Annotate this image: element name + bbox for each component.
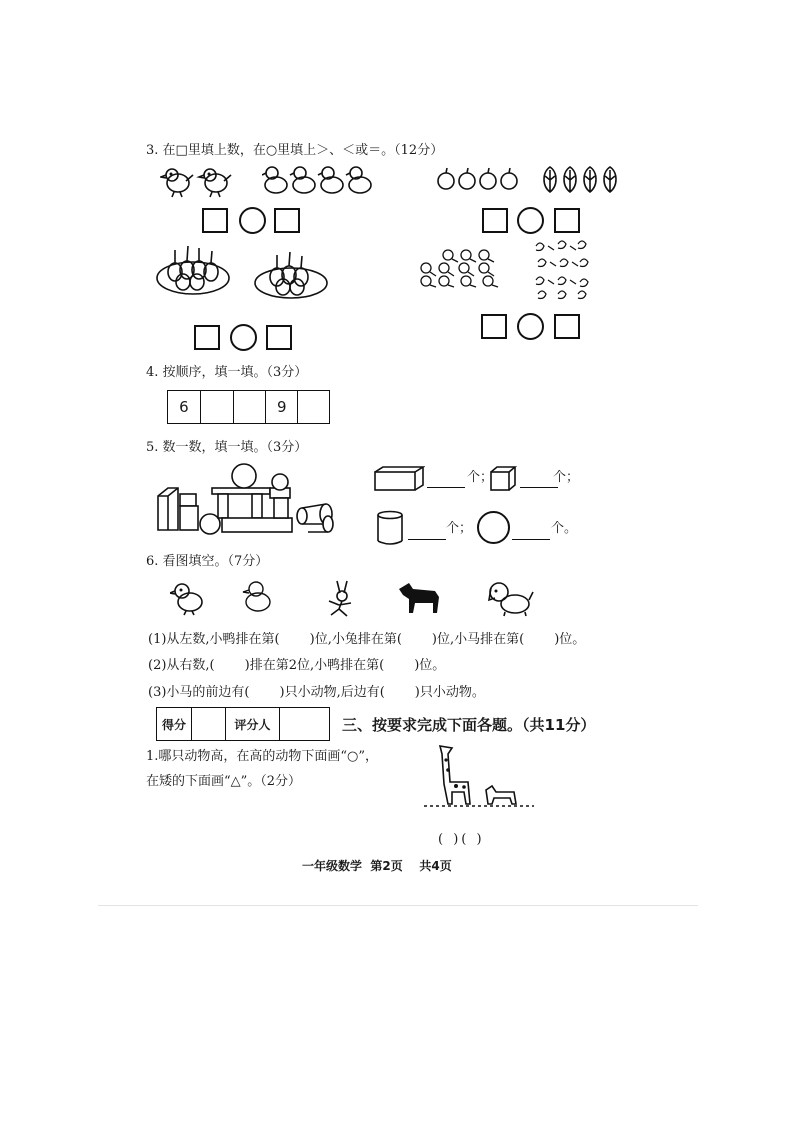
cuboid-icon <box>373 466 425 492</box>
q6-line-3-text-b: )只小动物,后边有( <box>279 685 385 700</box>
monkeys-illustration <box>418 248 510 288</box>
q6-line-2 <box>148 658 445 674</box>
q6-line-1-text-d: )位。 <box>554 632 586 647</box>
sequence-cell: 6 <box>168 391 201 423</box>
q6-line-1-text-b: )位,小兔排在第( <box>309 632 402 647</box>
cylinder-count-blank[interactable] <box>408 527 446 540</box>
sphere-icon <box>477 511 510 544</box>
q3-box-8[interactable] <box>554 314 580 339</box>
duckling-icon <box>240 580 274 616</box>
section-3-q1-line-2: 在矮的下面画“△”。（2分） <box>146 774 302 789</box>
section-3-title: 三、按要求完成下面各题。（共11分） <box>342 716 596 734</box>
cube-icon <box>489 465 517 493</box>
cuboid-count-blank[interactable] <box>427 475 465 488</box>
cube-suffix: 个； <box>553 470 580 485</box>
q4-title: 4. 按顺序，填一填。（3分） <box>146 365 308 380</box>
section-3-answer-parens[interactable]: ( )( ) <box>438 832 485 847</box>
q6-line-2-text-c: )位。 <box>414 658 446 673</box>
cuboid-suffix: 个； <box>467 470 494 485</box>
q6-line-1-text-a: (1)从左数,小鸭排在第( <box>148 632 280 647</box>
q3-circle-1[interactable] <box>239 207 266 234</box>
sequence-blank[interactable] <box>234 391 267 423</box>
horse-icon <box>395 579 447 617</box>
page-footer: 一年级数学 第2页 共4页 <box>302 859 452 873</box>
sequence-cell: 9 <box>266 391 298 423</box>
sequence-blank[interactable] <box>298 391 330 423</box>
birds-illustration <box>160 163 240 199</box>
grader-input[interactable] <box>279 708 330 741</box>
q3-circle-3[interactable] <box>230 324 257 351</box>
q6-line-3 <box>148 685 485 701</box>
q3-box-2[interactable] <box>274 208 300 233</box>
score-table <box>156 707 330 741</box>
q3-box-6[interactable] <box>266 325 292 350</box>
sequence-blank[interactable] <box>201 391 234 423</box>
q3-box-5[interactable] <box>194 325 220 350</box>
q5-title: 5. 数一数，填一填。（3分） <box>146 440 308 455</box>
q6-title: 6. 看图填空。（7分） <box>146 554 269 569</box>
q6-line-2-text-a: (2)从右数,( <box>148 658 215 673</box>
q6-line-1 <box>148 632 585 648</box>
page-bottom-divider <box>98 905 698 906</box>
apples-illustration <box>437 166 521 192</box>
q6-line-2-text-b: )排在第2位,小鸭排在第( <box>244 658 385 673</box>
q3-circle-2[interactable] <box>517 207 544 234</box>
sequence-row <box>167 390 330 424</box>
fruit-plate-right-icon <box>253 248 329 302</box>
score-label: 得分 <box>157 708 192 741</box>
q3-box-1[interactable] <box>202 208 228 233</box>
giraffe-and-pony-illustration <box>420 742 538 810</box>
dog-icon <box>487 580 535 618</box>
cylinder-icon <box>376 510 406 546</box>
q6-line-1-text-c: )位,小马排在第( <box>431 632 525 647</box>
sphere-count-blank[interactable] <box>512 527 550 540</box>
ducks-illustration <box>262 163 380 199</box>
rabbit-icon <box>325 579 357 619</box>
squirrels-illustration <box>532 240 594 300</box>
section-3-q1-line-1: 1.哪只动物高，在高的动物下面画“○”， <box>146 749 379 764</box>
cylinder-suffix: 个； <box>446 521 473 536</box>
q3-box-3[interactable] <box>482 208 508 233</box>
grader-label: 评分人 <box>226 708 279 741</box>
q3-circle-4[interactable] <box>517 313 544 340</box>
q3-box-4[interactable] <box>554 208 580 233</box>
building-blocks-illustration <box>152 462 342 538</box>
q6-line-3-text-a: (3)小马的前边有( <box>148 685 250 700</box>
cabbages-illustration <box>540 164 624 194</box>
q3-title: 3. 在□里填上数，在○里填上＞、＜或＝。（12分） <box>146 143 444 158</box>
q3-box-7[interactable] <box>481 314 507 339</box>
score-input[interactable] <box>192 708 226 741</box>
fruit-plate-left-icon <box>155 242 231 298</box>
chick-icon <box>170 580 210 616</box>
sphere-suffix: 个。 <box>551 521 578 536</box>
q6-line-3-text-c: )只小动物。 <box>414 685 485 700</box>
